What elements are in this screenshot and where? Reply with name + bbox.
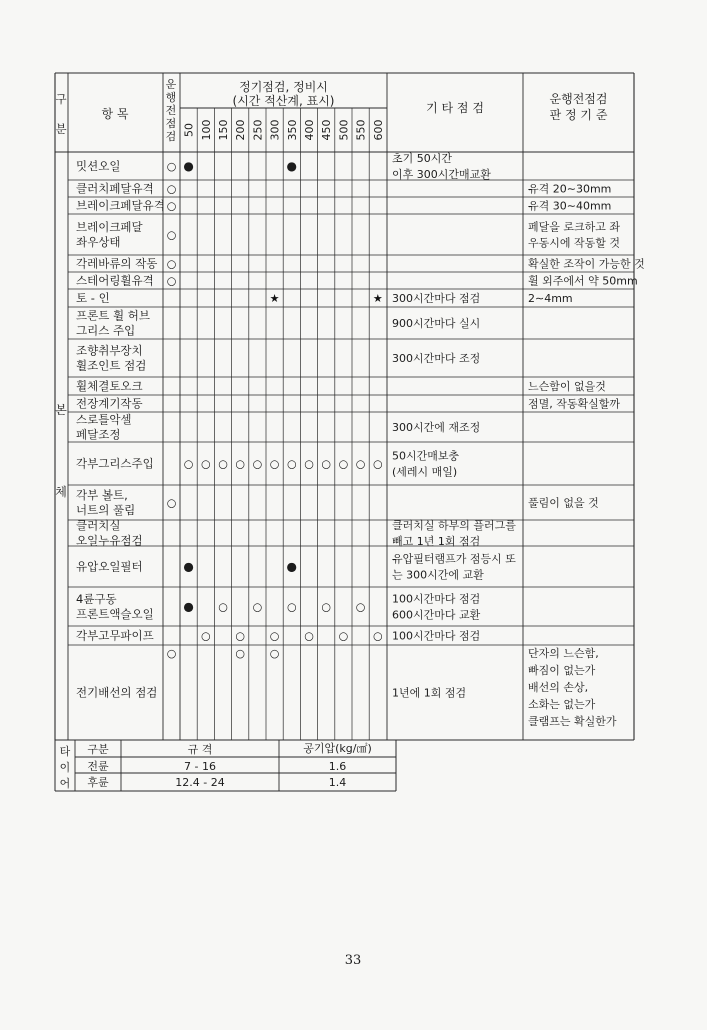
hour-mark-50: ● (183, 599, 194, 614)
pre-check-mark: ○ (166, 160, 177, 173)
hour-mark-400: ○ (304, 629, 314, 643)
hour-mark-200: ○ (235, 629, 246, 643)
header-gubun-char: 구 (55, 92, 67, 106)
other-check-text: 이후 300시간매교환 (392, 168, 491, 181)
row-item-label: 휠조인트 점검 (76, 358, 147, 373)
other-check-text: 600시간마다 교환 (392, 608, 481, 622)
row-item-label: 오일누유점검 (76, 533, 143, 548)
other-check-text: 유압필터램프가 점등시 또 (392, 552, 516, 566)
hour-mark-450: ○ (321, 600, 332, 614)
criteria-text: 클램프는 확실한가 (528, 715, 617, 728)
other-check-text: 100시간마다 점검 (392, 629, 481, 643)
tire-head-pressure: 공기압(kg/㎠) (303, 742, 372, 755)
hour-mark-50: ○ (183, 457, 194, 471)
tire-row-pressure: 1.6 (328, 760, 347, 773)
row-item-label: 브레이크페달 (76, 220, 143, 234)
other-check-text: 900시간마다 실시 (392, 317, 481, 330)
hour-mark-50: ● (183, 159, 194, 173)
hour-mark-50: ● (183, 559, 194, 574)
pre-check-mark: ○ (166, 199, 177, 213)
header-item: 항 목 (101, 107, 129, 121)
criteria-text: 2∼4mm (528, 292, 573, 305)
row-item-label: 전기배선의 점검 (76, 685, 158, 700)
hour-mark-150: ○ (218, 457, 228, 471)
pre-check-mark: ○ (166, 228, 177, 242)
hour-mark-100: ○ (200, 457, 211, 471)
criteria-text: 확실한 조작이 가능한 것 (528, 257, 645, 271)
other-check-text: 클러치실 하부의 플러그를 (392, 519, 516, 532)
row-item-label: 각레바류의 작동 (76, 256, 158, 271)
other-check-text: 는 300시간에 교환 (392, 568, 484, 582)
row-item-label: 프론트 휠 허브 (76, 308, 150, 323)
criteria-text: 느슨함이 없을것 (528, 380, 606, 393)
criteria-text: 풀림이 없을 것 (528, 496, 599, 510)
header-periodic-line1: 정기점검, 정비시 (239, 80, 328, 94)
header-hour-300: 300 (268, 119, 282, 141)
pre-check-mark: ○ (166, 274, 177, 288)
header-hour-550: 550 (354, 119, 368, 141)
row-item-label: 전장계기작동 (76, 396, 143, 411)
header-hour-500: 500 (337, 119, 351, 141)
hour-mark-300: ★ (269, 292, 280, 305)
row-item-label: 토 - 인 (76, 291, 110, 305)
hour-mark-600: ○ (372, 457, 383, 471)
group-label-char: 체 (55, 485, 67, 499)
header-pre-check-char: 운 (165, 78, 177, 91)
hour-mark-300: ○ (269, 647, 280, 660)
row-item-label: 클러치페달유격 (76, 181, 154, 196)
other-check-text: 빼고 1년 1회 점검 (392, 535, 481, 548)
other-check-text: 50시간매보충 (392, 449, 460, 463)
header-gubun-char: 분 (55, 122, 67, 136)
pre-check-mark: ○ (166, 257, 177, 271)
hour-mark-100: ○ (200, 629, 211, 643)
header-hour-450: 450 (320, 119, 334, 141)
criteria-text: 우동시에 작동할 것 (528, 236, 621, 250)
hour-mark-500: ○ (338, 629, 349, 643)
row-item-label: 유압오일필터 (76, 559, 143, 574)
row-item-label: 조향취부장치 (76, 343, 143, 358)
other-check-text: 300시간마다 점검 (392, 292, 481, 305)
header-pre-check-char: 전 (165, 104, 177, 117)
header-criteria-line1: 운행전점검 (549, 92, 608, 106)
criteria-text: 점멸, 작동확실할까 (528, 397, 621, 411)
hour-mark-600: ★ (372, 292, 383, 305)
hour-mark-300: ○ (269, 629, 280, 643)
hour-mark-200: ○ (235, 647, 246, 660)
hour-mark-350: ○ (286, 457, 297, 471)
other-check-text: (세레시 매일) (392, 465, 458, 479)
row-item-label: 스테어링휠유격 (76, 273, 154, 288)
header-hour-400: 400 (303, 119, 316, 141)
hour-mark-300: ○ (269, 457, 280, 471)
tire-row-spec: 12.4 - 24 (175, 776, 225, 789)
row-item-label: 스로틀악셀 (76, 412, 132, 427)
header-other: 기 타 점 검 (426, 101, 484, 115)
header-hour-200: 200 (234, 119, 248, 141)
header-hour-350: 350 (285, 119, 299, 141)
row-item-label: 페달조정 (76, 427, 121, 442)
other-check-text: 초기 50시간 (392, 152, 452, 165)
hour-mark-450: ○ (321, 457, 332, 471)
pre-check-mark: ○ (166, 182, 177, 196)
criteria-text: 유격 20∼30mm (528, 182, 612, 196)
criteria-text: 배선의 손상, (528, 681, 589, 694)
hour-mark-350: ● (286, 159, 298, 173)
row-item-label: 그리스 주입 (76, 323, 136, 338)
row-item-label: 클러치실 (76, 518, 121, 533)
hour-mark-350: ● (286, 559, 298, 574)
group-label-char: 본 (55, 403, 67, 417)
header-periodic-line2: (시간 적산계, 표시) (232, 94, 335, 108)
header-hour-100: 100 (199, 119, 213, 141)
row-item-label: 각부 볼트, (76, 488, 128, 502)
tire-row-name: 후륜 (87, 776, 109, 789)
row-item-label: 휠체결토오크 (76, 379, 143, 393)
other-check-text: 300시간에 재조정 (392, 421, 481, 434)
header-hour-150: 150 (217, 119, 230, 141)
tire-label-char: 어 (59, 777, 71, 790)
criteria-text: 휠 외주에서 약 50mm (528, 274, 638, 288)
criteria-text: 소화는 없는가 (528, 698, 596, 711)
hour-mark-550: ○ (355, 457, 366, 471)
row-item-label: 프론트액슬오일 (76, 607, 154, 621)
tire-head-spec: 규 격 (187, 743, 213, 756)
hour-mark-600: ○ (372, 629, 383, 643)
header-criteria-line2: 판 정 기 준 (549, 108, 608, 122)
tire-head-div: 구분 (87, 743, 109, 756)
header-pre-check-char: 검 (165, 130, 177, 143)
hour-mark-550: ○ (355, 600, 366, 614)
hour-mark-400: ○ (304, 457, 314, 471)
header-pre-check-char: 점 (165, 117, 177, 130)
header-hour-250: 250 (251, 119, 265, 141)
pre-check-mark: ○ (166, 647, 177, 660)
row-item-label: 너트의 풀림 (76, 503, 136, 517)
hour-mark-250: ○ (252, 600, 263, 614)
tire-row-pressure: 1.4 (328, 776, 347, 789)
criteria-text: 빠짐이 없는가 (528, 664, 596, 677)
header-hour-600: 600 (371, 119, 385, 141)
tire-row-name: 전륜 (87, 760, 109, 773)
row-item-label: 각부고무파이프 (76, 628, 154, 643)
tire-row-spec: 7 - 16 (184, 760, 216, 773)
row-item-label: 밋션오일 (76, 159, 121, 173)
row-item-label: 4륜구동 (76, 592, 117, 606)
header-hour-50: 50 (182, 123, 196, 137)
header-pre-check-char: 행 (165, 91, 177, 104)
other-check-text: 100시간마다 점검 (392, 592, 481, 606)
row-item-label: 좌우상태 (76, 235, 121, 249)
hour-mark-150: ○ (218, 600, 228, 614)
hour-mark-350: ○ (286, 600, 297, 614)
page-number: 33 (344, 953, 362, 968)
criteria-text: 단자의 느슨함, (528, 647, 599, 660)
hour-mark-200: ○ (235, 457, 246, 471)
other-check-text: 300시간마다 조정 (392, 352, 481, 365)
criteria-text: 유격 30∼40mm (528, 199, 612, 213)
criteria-text: 페달을 로크하고 좌 (528, 220, 621, 234)
row-item-label: 브레이크페달유격 (76, 198, 165, 213)
tire-label-char: 이 (59, 761, 71, 774)
row-item-label: 각부그리스주입 (76, 456, 154, 471)
hour-mark-500: ○ (338, 457, 349, 471)
tire-label-char: 타 (59, 745, 71, 758)
hour-mark-250: ○ (252, 457, 263, 471)
pre-check-mark: ○ (166, 496, 177, 510)
other-check-text: 1년에 1회 점검 (392, 686, 467, 700)
